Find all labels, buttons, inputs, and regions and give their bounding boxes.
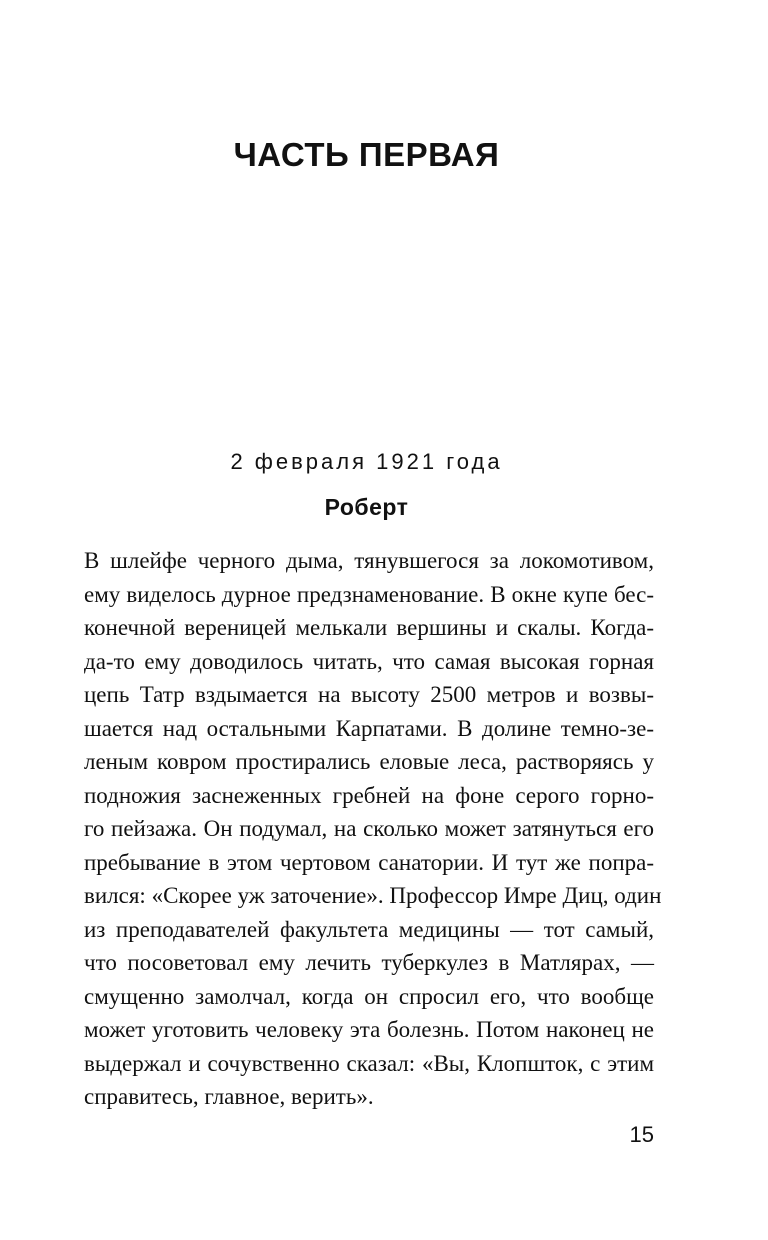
- text-line: го пейзажа. Он подумал, на сколько может затянуться его: [84, 816, 654, 841]
- text-line: цепь Татр вздымается на высоту 2500 метров и возвы-: [84, 682, 654, 707]
- text-line: смущенно замолчал, когда он спросил его, что вообще: [84, 983, 654, 1009]
- body-paragraph: [84, 544, 662, 1114]
- text-line: пребывание в этом чертовом санатории. И тут же попра-: [84, 849, 654, 875]
- text-line: да-то ему доводилось читать, что самая высокая горная: [84, 648, 654, 674]
- chapter-name: Роберт: [324, 494, 409, 520]
- chapter-date: 2 февраля 1921 года: [230, 449, 503, 474]
- text-line: что посоветовал ему лечить туберкулез в Матлярах, —: [84, 950, 654, 975]
- text-line: В шлейфе черного дыма, тянувшегося за локомотивом,: [84, 548, 654, 573]
- text-line: подножия заснеженных гребней на фоне серого горно-: [84, 782, 654, 808]
- text-line: леным ковром простирались еловые леса, растворяясь у: [84, 749, 654, 774]
- text-line: может уготовить человеку эта болезнь. Потом наконец не: [84, 1017, 654, 1042]
- text-line: конечной вереницей мелькали вершины и скалы. Когда-: [84, 615, 654, 640]
- text-line: вился: «Скорее уж заточение». Профессор Имре Диц, один: [84, 883, 662, 908]
- text-line: шается над остальными Карпатами. В долине темно-зе-: [84, 715, 654, 741]
- text-line: из преподавателей факультета медицины — тот самый,: [84, 916, 654, 942]
- text-line: выдержал и сочувственно сказал: «Вы, Клопшток, с этим: [84, 1050, 654, 1076]
- text-line: ему виделось дурное предзнаменование. В окне купе бес-: [84, 581, 654, 607]
- part-title: ЧАСТЬ ПЕРВАЯ: [233, 136, 500, 173]
- text-line: справитесь, главное, верить».: [84, 1084, 374, 1109]
- page-number: 15: [629, 1122, 654, 1147]
